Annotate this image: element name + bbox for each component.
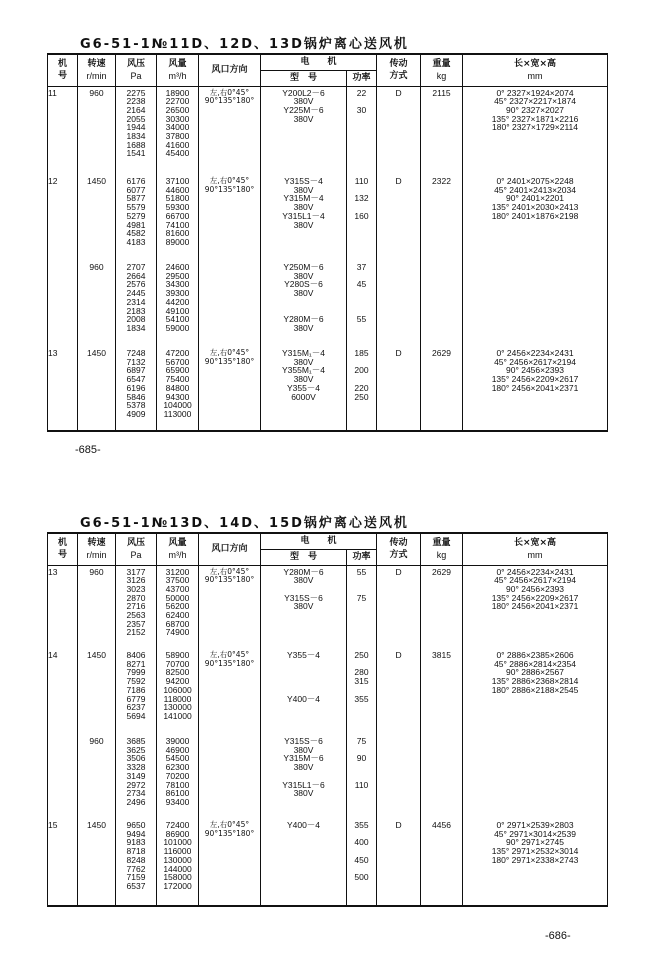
cell-weight [421, 263, 463, 349]
cell-weight: 4456 [421, 821, 463, 906]
header-model: 型 号 [261, 70, 347, 86]
header-speed: 转速 r/min [78, 533, 116, 565]
table-row [48, 821, 608, 906]
cell-dims: 0° 2327×1924×2074 45° 2327×2217×1874 90° 2327×2027 135° 2327×1871×2216 180° 2327×1729×2114 [463, 86, 608, 177]
cell-model: Y315S－6 380V Y315M－6 380V Y315L1－6 380V [261, 737, 347, 821]
cell-pressure: 7248 7132 6897 6547 6196 5846 5378 4909 [116, 349, 157, 431]
table-row [48, 565, 608, 651]
cell-flow: 37100 44600 51800 59300 66700 74100 81600 89000 [157, 177, 199, 263]
cell-dims: 0° 2971×2539×2803 45° 2971×3014×2539 90° 2971×2745 135° 2971×2532×3014 180° 2971×2338×2743 [463, 821, 608, 906]
cell-model: Y315M₁－4 380V Y355M₁－4 380V Y355－4 6000V [261, 349, 347, 431]
cell-weight: 2115 [421, 86, 463, 177]
cell-no: 12 [48, 177, 78, 263]
cell-direction: 左,右0°45° 90°135°180° [199, 821, 261, 906]
header-dims: 长×宽×高 mm [463, 54, 608, 86]
header-weight: 重量 kg [421, 533, 463, 565]
cell-flow: 58900 70700 82500 94200 106000 118000 130000 141000 [157, 651, 199, 737]
cell-model: Y315S－4 380V Y315M－4 380V Y315L1－4 380V [261, 177, 347, 263]
cell-dims: 0° 2401×2075×2248 45° 2401×2413×2034 90° 2401×2201 135° 2401×2030×2413 180° 2401×1876×2198 [463, 177, 608, 263]
cell-flow: 39000 46900 54500 62300 70200 78100 86100 93400 [157, 737, 199, 821]
cell-power: 55 75 [347, 565, 377, 651]
header-speed: 转速 r/min [78, 54, 116, 86]
cell-power: 355 400 450 500 [347, 821, 377, 906]
cell-drive [377, 263, 421, 349]
cell-pressure: 3177 3126 3023 2870 2716 2563 2357 2152 [116, 565, 157, 651]
cell-drive: D [377, 821, 421, 906]
cell-speed: 960 [78, 737, 116, 821]
cell-direction: 左,右0°45° 90°135°180° [199, 651, 261, 737]
cell-speed: 960 [78, 86, 116, 177]
cell-direction: 左,右0°45° 90°135°180° [199, 177, 261, 263]
header-power: 功率 [347, 70, 377, 86]
cell-pressure: 6176 6077 5877 5579 5279 4981 4582 4183 [116, 177, 157, 263]
cell-model: Y355－4 Y400－4 [261, 651, 347, 737]
cell-no: 11 [48, 86, 78, 177]
cell-power: 22 30 [347, 86, 377, 177]
fan-spec-table-2 [47, 532, 608, 907]
cell-power: 110 132 160 [347, 177, 377, 263]
cell-drive: D [377, 565, 421, 651]
cell-model: Y400－4 [261, 821, 347, 906]
header-drive: 传动 方式 [377, 533, 421, 565]
cell-power: 37 45 55 [347, 263, 377, 349]
cell-direction: 左,右0°45° 90°135°180° [199, 86, 261, 177]
cell-pressure: 9650 9494 9183 8718 8248 7762 7159 6537 [116, 821, 157, 906]
cell-flow: 31200 37500 43700 50000 56200 62400 68700 74900 [157, 565, 199, 651]
cell-speed: 1450 [78, 349, 116, 431]
cell-drive: D [377, 86, 421, 177]
table-2-title: G6-51-1№13D、14D、15D锅炉离心送风机 [80, 516, 409, 531]
header-no: 机 号 [48, 54, 78, 86]
cell-no: 14 [48, 651, 78, 737]
cell-pressure: 2275 2238 2164 2055 1944 1834 1688 1541 [116, 86, 157, 177]
header-direction: 风口方向 [199, 533, 261, 565]
cell-pressure: 2707 2664 2576 2445 2314 2183 2008 1834 [116, 263, 157, 349]
cell-pressure: 3685 3625 3506 3328 3149 2972 2734 2496 [116, 737, 157, 821]
cell-no [48, 263, 78, 349]
cell-model: Y200L2－6 380V Y225M－6 380V [261, 86, 347, 177]
cell-model: Y280M－6 380V Y315S－6 380V [261, 565, 347, 651]
header-pressure: 风压 Pa [116, 533, 157, 565]
cell-dims: 0° 2886×2385×2606 45° 2886×2814×2354 90° 2886×2567 135° 2886×2368×2814 180° 2886×2188×2545 [463, 651, 608, 737]
cell-direction: 左,右0°45° 90°135°180° [199, 565, 261, 651]
header-no: 机 号 [48, 533, 78, 565]
table-1-title: G6-51-1№11D、12D、13D锅炉离心送风机 [80, 37, 409, 52]
cell-no: 15 [48, 821, 78, 906]
table-row [48, 651, 608, 737]
cell-weight: 2629 [421, 349, 463, 431]
cell-drive: D [377, 651, 421, 737]
cell-direction [199, 263, 261, 349]
cell-dims: 0° 2456×2234×2431 45° 2456×2617×2194 90° 2456×2393 135° 2456×2209×2617 180° 2456×2041×2371 [463, 565, 608, 651]
cell-weight: 2322 [421, 177, 463, 263]
header-direction: 风口方向 [199, 54, 261, 86]
cell-power: 250 280 315 355 [347, 651, 377, 737]
cell-no: 13 [48, 565, 78, 651]
cell-dims [463, 263, 608, 349]
cell-no: 13 [48, 349, 78, 431]
cell-power: 75 90 110 [347, 737, 377, 821]
table-row [48, 737, 608, 821]
cell-drive: D [377, 177, 421, 263]
header-power: 功率 [347, 549, 377, 565]
header-motor: 电 机 [261, 54, 377, 70]
cell-speed: 960 [78, 263, 116, 349]
header-model: 型 号 [261, 549, 347, 565]
cell-flow: 72400 86900 101000 116000 130000 144000 158000 172000 [157, 821, 199, 906]
cell-drive [377, 737, 421, 821]
cell-model: Y250M－6 380V Y280S－6 380V Y280M－6 380V [261, 263, 347, 349]
cell-flow: 18900 22700 26500 30300 34000 37800 41600 45400 [157, 86, 199, 177]
header-weight: 重量 kg [421, 54, 463, 86]
table-row [48, 263, 608, 349]
table-row [48, 86, 608, 177]
table-row [48, 349, 608, 431]
header-pressure: 风压 Pa [116, 54, 157, 86]
header-motor: 电 机 [261, 533, 377, 549]
cell-weight: 2629 [421, 565, 463, 651]
cell-dims [463, 737, 608, 821]
page-number: -685- [75, 444, 101, 456]
cell-speed: 1450 [78, 177, 116, 263]
header-flow: 风量 m³/h [157, 533, 199, 565]
cell-dims: 0° 2456×2234×2431 45° 2456×2617×2194 90° 2456×2393 135° 2456×2209×2617 180° 2456×2041×2371 [463, 349, 608, 431]
cell-weight [421, 737, 463, 821]
table-row [48, 177, 608, 263]
cell-speed: 960 [78, 565, 116, 651]
header-flow: 风量 m³/h [157, 54, 199, 86]
cell-speed: 1450 [78, 821, 116, 906]
cell-direction [199, 737, 261, 821]
cell-weight: 3815 [421, 651, 463, 737]
cell-no [48, 737, 78, 821]
cell-flow: 24600 29500 34300 39300 44200 49100 54100 59000 [157, 263, 199, 349]
page-number: -686- [545, 930, 571, 942]
header-dims: 长×宽×高 mm [463, 533, 608, 565]
cell-flow: 47200 56700 65900 75400 84800 94300 104000 113000 [157, 349, 199, 431]
cell-speed: 1450 [78, 651, 116, 737]
cell-power: 185 200 220 250 [347, 349, 377, 431]
cell-pressure: 8406 8271 7999 7592 7186 6779 6237 5694 [116, 651, 157, 737]
cell-drive: D [377, 349, 421, 431]
fan-spec-table-1 [47, 53, 608, 432]
cell-direction: 左,右0°45° 90°135°180° [199, 349, 261, 431]
header-drive: 传动 方式 [377, 54, 421, 86]
